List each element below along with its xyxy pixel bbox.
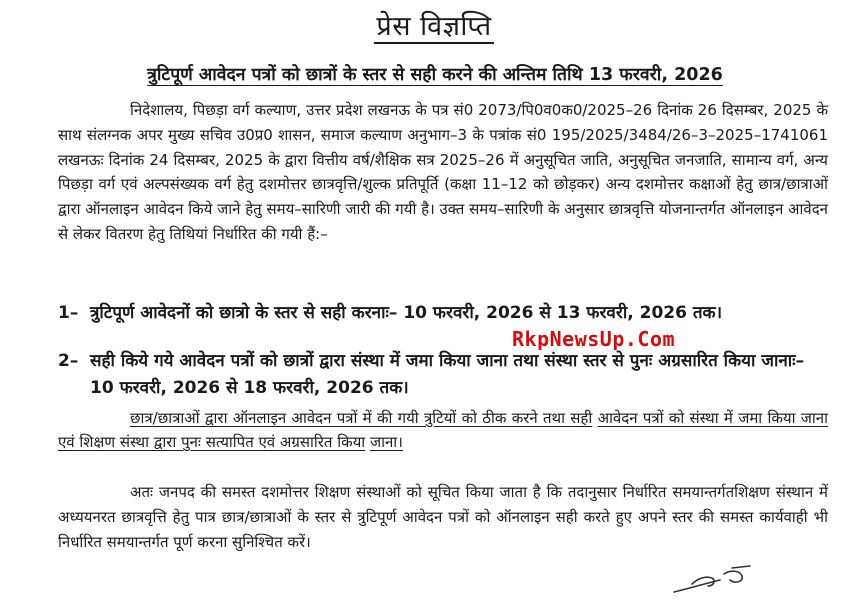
intro-paragraph: निदेशालय, पिछड़ा वर्ग कल्याण, उत्तर प्रदेश लखनऊ के पत्र सं0 2073/पि0व0क0/2025–26 दिनांक 26 दिसम्बर, 2025 के साथ संलग्नक अपर मुख्य सचिव उ0प्र0 शासन, समाज कल्याण अनुभाग–3 के पत्रांक सं0 195/2025/3484/26–3–2025–1741061 लखनऊः दिनांक 24 दिसम्बर, 2025 के द्वारा वित्तीय वर्ष/शैक्षिक सत्र 2025–26 में अनुसूचित जाति, अनुसूचित जनजाति, सामान्य वर्ग, अन्य पिछड़ा वर्ग एवं अल्पसंख्यक वर्ग हेतु दशमोत्तर छात्रवृत्ति/शुल्क प्रतिपूर्ति (कक्षा 11–12 को छोड़कर) अन्य दशमोत्तर कक्षाओं हेतु छात्र/छात्राओं द्वारा ऑनलाइन आवेदन किये जाने हेतु समय–सारिणी जारी की गयी है। उक्त समय–सारिणी के अनुसार छात्रवृत्ति योजनान्तर्गत ऑनलाइन आवेदन से लेकर वितरण हेतु तिथियां निर्धारित की गयी हैं:– [58, 101, 828, 243]
watermark-text: RkpNewsUp.Com [512, 327, 676, 351]
correction-note-line: छात्र/छात्राओं द्वारा ऑनलाइन आवेदन पत्रों में की गयी त्रुटियों को ठीक करने तथा सही [130, 409, 593, 427]
schedule-item-number: 2– [58, 351, 79, 371]
schedule-item-text: त्रुटिपूर्ण आवेदनों को छात्रो के स्तर से सही करनाः– 10 फरवरी, 2026 से 13 फरवरी, 2026 तक। [90, 303, 723, 323]
schedule-item-text: सही किये गये आवेदन पत्रों को छात्रों द्वारा संस्था में जमा किया जाना तथा संस्था स्तर से पुनः अग्रसारित किया जानाः– 10 फरवरी, 2026 से 18 फरवरी, 2026 तक। [90, 351, 805, 398]
schedule-item-2 [58, 348, 830, 402]
signature-scribble [670, 562, 780, 598]
document-title [0, 6, 868, 43]
document-subtitle: त्रुटिपूर्ण आवेदन पत्रों को छात्रों के स्तर से सही करने की अन्तिम तिथि 13 फरवरी, 2026 [147, 65, 723, 85]
schedule-item-1 [58, 300, 830, 327]
correction-note-line: आवेदन पत्रों को संस्था में जमा किया जाना एवं शिक्षण संस्था द्वारा पुनः सत्यापित एवं अग्रसारित किया [58, 409, 828, 451]
correction-note-line: जाना। [369, 433, 403, 451]
correction-note-paragraph [58, 406, 828, 454]
instruction-paragraph: अतः जनपद की समस्त दशमोत्तर शिक्षण संस्थाओं को सूचित किया जाता है कि तदानुसार निर्धारित समयान्तर्गतशिक्षण संस्थान में अध्ययनरत छात्रवृत्ति हेतु पात्र छात्र/छात्राओं के स्तर से त्रुटिपूर्ण आवेदन पत्रों को ऑनलाइन सही करते हुए अपने स्तर की समस्त कार्यवाही भी निर्धारित समयान्तर्गत पूर्ण करना सुनिश्चित करें। [58, 483, 828, 551]
schedule-item-number: 1– [58, 303, 79, 323]
document-title-text: प्रेस विज्ञप्ति [376, 11, 492, 42]
